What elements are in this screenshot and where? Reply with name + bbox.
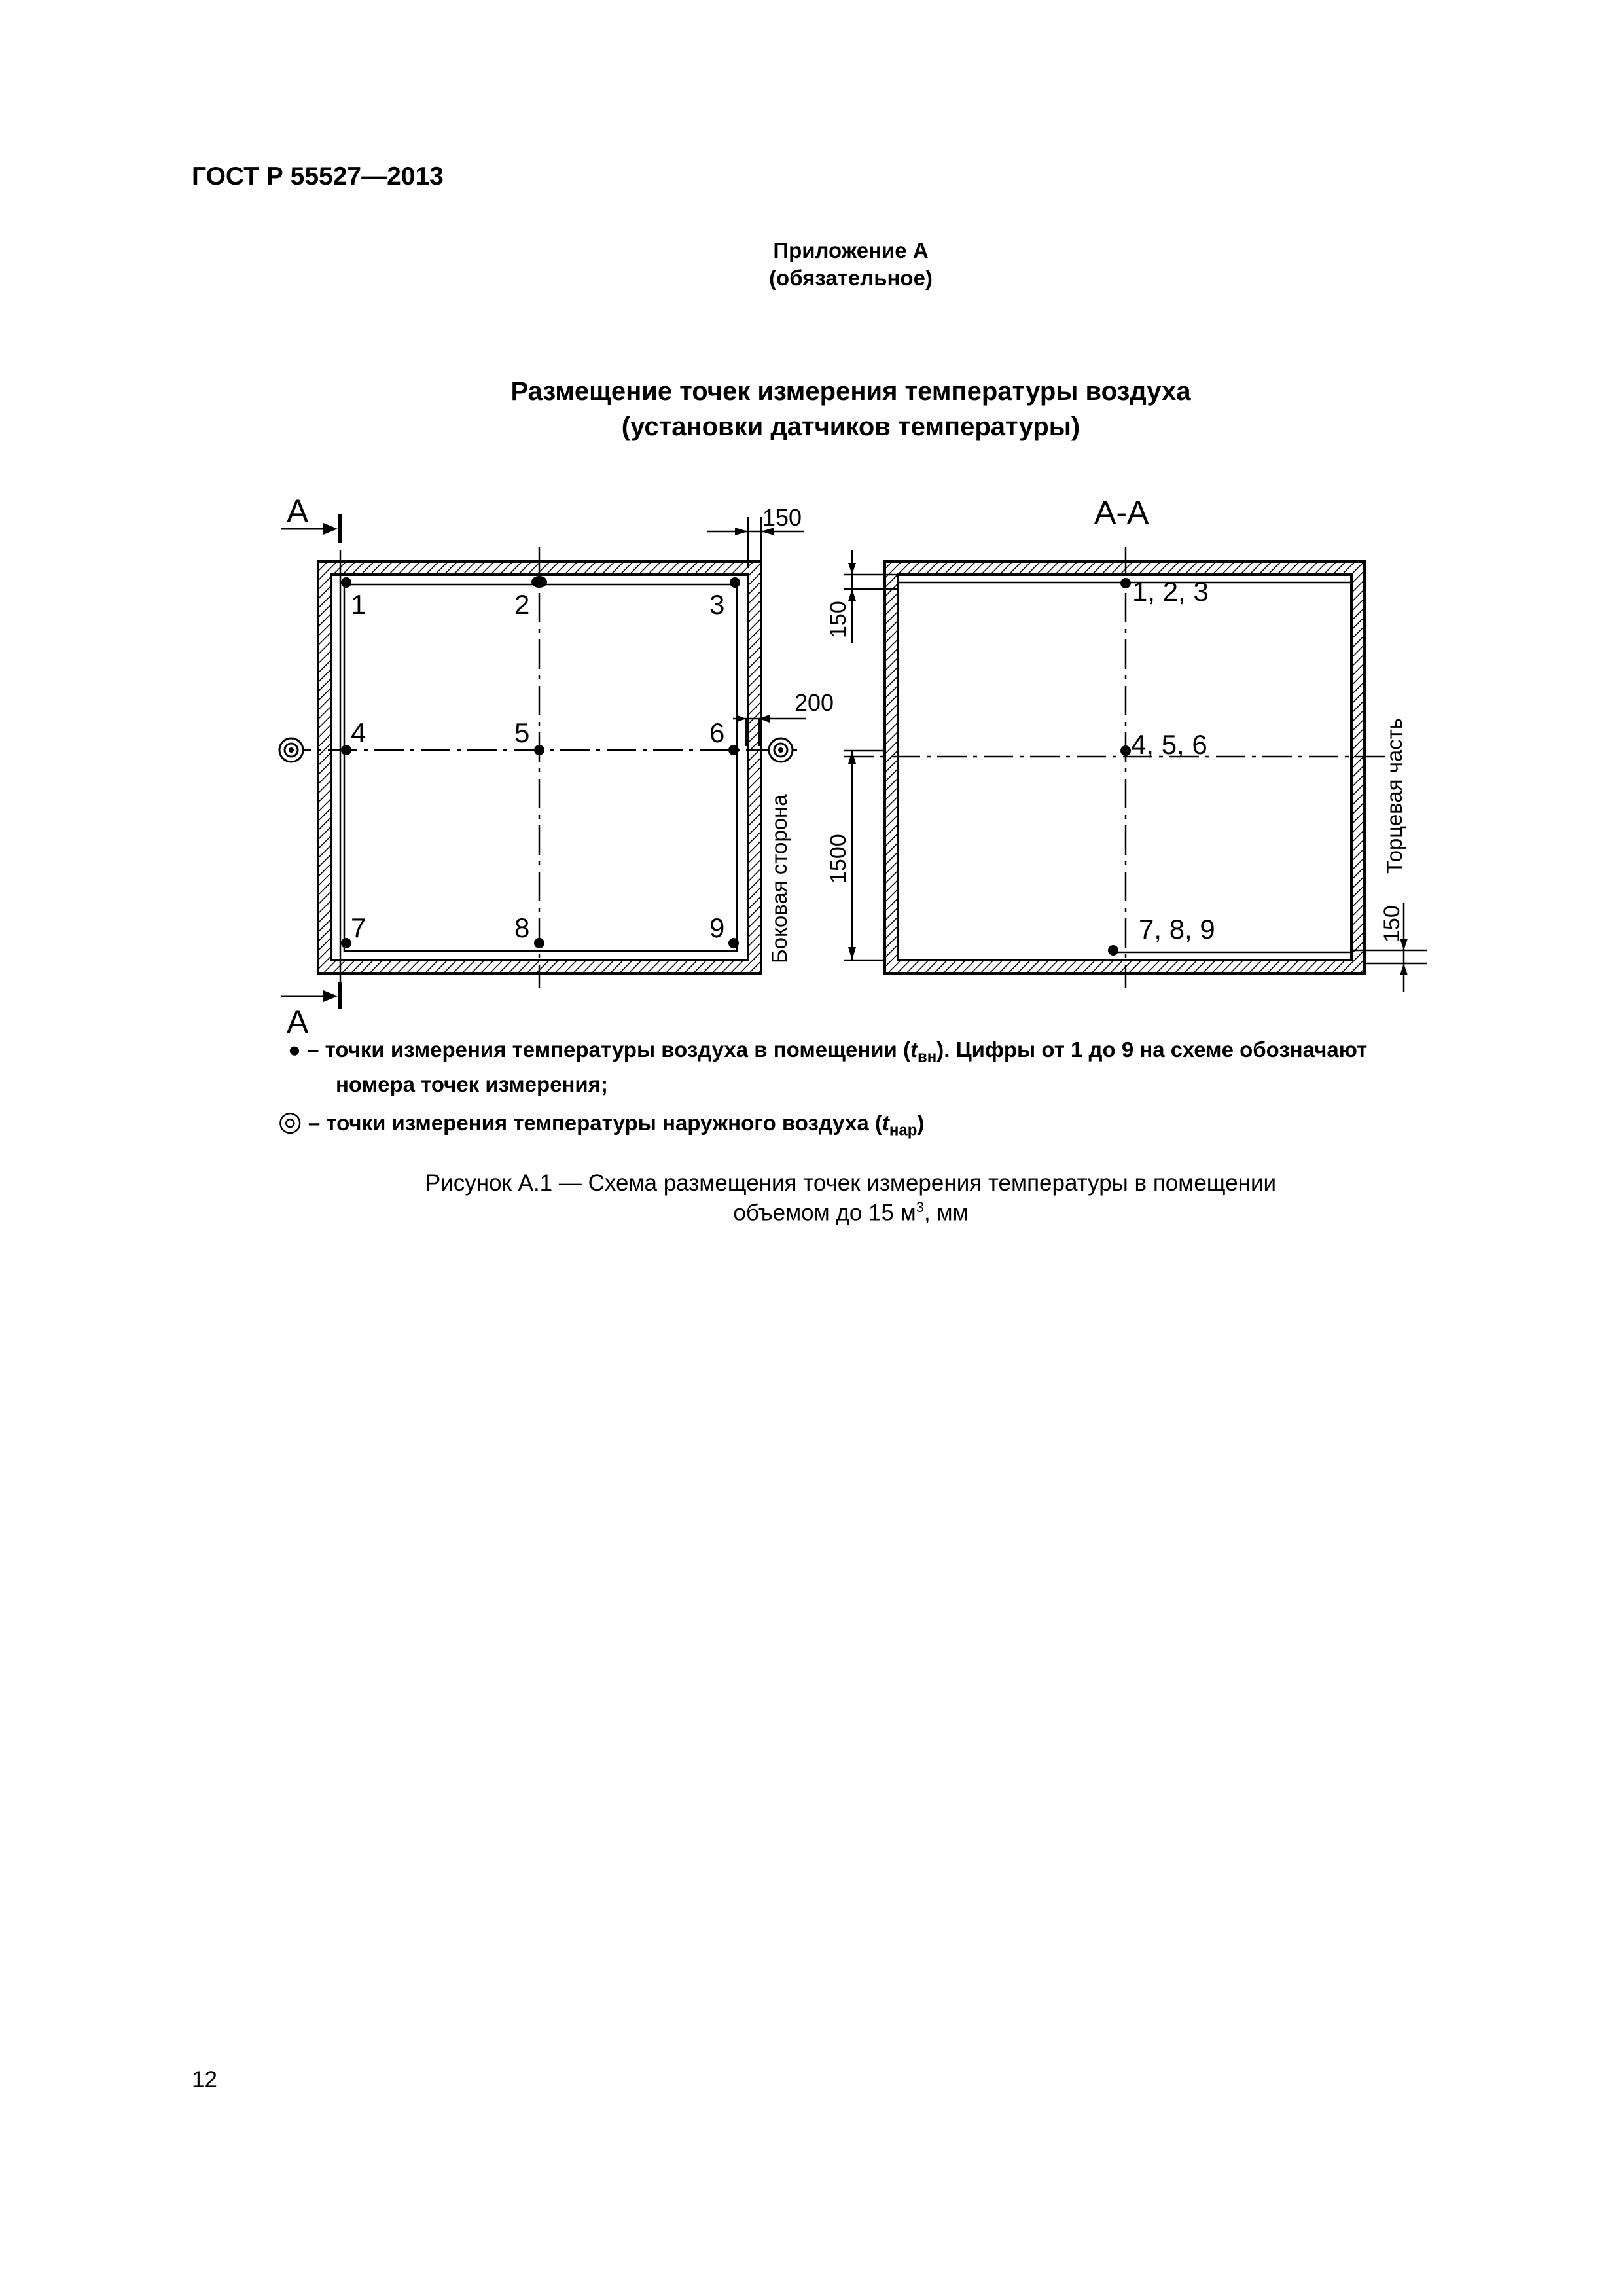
outdoor-point-right bbox=[769, 738, 793, 762]
section-mark-bottom: А bbox=[287, 1003, 309, 1040]
plan-label-6: 6 bbox=[709, 717, 725, 748]
plan-point-5 bbox=[534, 745, 544, 755]
plan-label-4: 4 bbox=[351, 717, 366, 748]
section-title: А-А bbox=[1094, 494, 1149, 531]
plan-point-9 bbox=[728, 938, 739, 948]
appendix-subtitle: (обязательное) bbox=[769, 266, 933, 290]
document-code: ГОСТ Р 55527—2013 bbox=[192, 162, 444, 190]
section-point-bottom bbox=[1108, 945, 1118, 956]
dim-left-1500-label: 1500 bbox=[826, 834, 851, 884]
section-wall bbox=[885, 562, 1364, 973]
plan-point-4 bbox=[341, 745, 351, 755]
appendix-title: Приложение А bbox=[773, 238, 929, 262]
plan-point-8 bbox=[534, 938, 544, 948]
section-point-mid bbox=[1120, 745, 1131, 756]
side-label: Боковая сторона bbox=[767, 794, 791, 963]
dim-right-150-label: 150 bbox=[1380, 905, 1404, 942]
plan-label-2: 2 bbox=[514, 589, 530, 620]
plan-label-9: 9 bbox=[709, 912, 725, 943]
figure-caption-line2: объемом до 15 $м^3$, мм bbox=[733, 1199, 969, 1226]
dim-200-right-label: 200 bbox=[794, 689, 834, 716]
end-label: Торцевая часть bbox=[1382, 717, 1406, 874]
plan-point-6 bbox=[728, 745, 739, 755]
plan-inner-contour bbox=[344, 584, 737, 951]
plan-view bbox=[279, 493, 834, 1040]
dim-150-top-label: 150 bbox=[762, 504, 802, 531]
section-view bbox=[826, 494, 1427, 992]
section-mark-top: А bbox=[287, 493, 309, 529]
figure-title-line2: (установки датчиков температуры) bbox=[621, 412, 1080, 441]
section-group-mid: 4, 5, 6 bbox=[1131, 729, 1207, 760]
section-mark-top-arrowhead bbox=[323, 523, 338, 535]
legend-outside: ◎ – точки измерения температуры наружного воздуха $(t_{нар})$ bbox=[278, 1105, 925, 1139]
section-mark-bottom-arrowhead bbox=[323, 990, 338, 1002]
plan-point-1 bbox=[341, 577, 351, 588]
plan-label-7: 7 bbox=[351, 912, 366, 943]
section-group-top: 1, 2, 3 bbox=[1132, 576, 1209, 607]
figure-title-line1: Размещение точек измерения температуры воздуха bbox=[510, 377, 1191, 406]
legend-inside: ● – точки измерения температуры воздуха в помещении $(t_{вн})$. Цифры от 1 до 9 на схеме обозначают bbox=[288, 1037, 1368, 1066]
plan-label-8: 8 bbox=[514, 912, 530, 943]
plan-point-3 bbox=[730, 577, 740, 588]
plan-point-7 bbox=[341, 938, 351, 948]
section-point-top bbox=[1120, 578, 1131, 588]
page-number: 12 bbox=[192, 2067, 217, 2092]
figure-caption-line1: Рисунок А.1 — Схема размещения точек измерения температуры в помещении bbox=[425, 1170, 1277, 1196]
plan-point-2 bbox=[531, 576, 547, 588]
outdoor-point-icon: ◎ bbox=[278, 1105, 302, 1136]
plan-label-5: 5 bbox=[514, 717, 530, 748]
plan-label-1: 1 bbox=[351, 589, 366, 620]
dim-left-150-label: 150 bbox=[826, 601, 851, 638]
legend-dot-icon: ● bbox=[288, 1037, 301, 1062]
legend-inside-line2: номера точек измерения; bbox=[336, 1072, 608, 1096]
outdoor-point-left bbox=[279, 738, 303, 762]
plan-label-3: 3 bbox=[709, 589, 725, 620]
dim-200-right bbox=[733, 715, 806, 746]
section-group-bottom: 7, 8, 9 bbox=[1139, 914, 1215, 944]
